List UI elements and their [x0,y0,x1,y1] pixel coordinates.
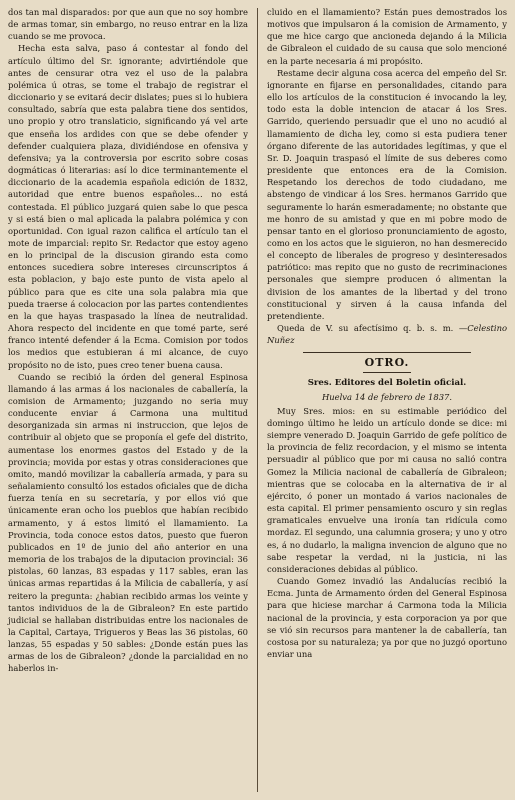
dash-rule: — [458,323,468,334]
closing-line [267,322,507,346]
column-divider [257,8,258,792]
signature: Celestino Nuñez [267,323,508,346]
paragraph: Cuando se recibió la órden del general Espinosa llamando á las armas á los nacionales de caballería, la comision de Armamento; juzgando no seria muy conducente enviar á Carmona una multitud desorganizada sin armas ni instruccion, que lejos de contribuir al objeto que se proponía el gefe del distrito, aumentase los enormes gastos del Estado y de la provincia; movida por estas y otras consideraciones que omito, mandó movilizar la caballería armada, y para su señalamiento consultó los estados oficiales que de dicha fuerza tenía en su secretaría, y por ellos vió que únicamente eran ocho los pueblos que habían recibido armamento, y á estos limitó el llamamiento. La Provincia, toda conoce estos datos, puesto que fueron publicados en 1º de junio del año anterior en una memoria de los trabajos de la diputacion provincial: 36 pistolas, 60 lanzas, 83 espadas y 117 sables, eran las únicas armas repartidas á la Milicia de caballería, y así reitero la pregunta: ¿habian recibido armas los veinte y tantos individuos de la de Gibraleon? En este partido judicial se hallaban distribuidas entre los nacionales de la Capital, Cartaya, Trigueros y Beas las 36 pistolas, 60 lanzas, 55 espadas y 50 sables: ¿Donde están pues las armas de los de Gibraleon? ¿donde la parcialidad en no haberlos in- [8,371,249,674]
salutation: Sres. Editores del Boletin oficial. [307,377,467,388]
section-rule [363,372,411,373]
right-column [267,6,507,794]
paragraph: Cuando Gomez invadió las Andalucías recibió la Ecma. Junta de Armamento órden del General Espinosa para que hiciese marchar á Carmona toda la Milicia nacional de la provincia, y esta corporacion ya por que se vió sin recursos para mantener la de caballería, tan costosa por su naturaleza; ya por que no juzgó oportuno enviar una [267,576,508,659]
closing-text: Queda de V. su afectísimo q. b. s. m. [277,323,454,334]
paragraph: Muy Sres. mios: en su estimable periódico del domingo último he leido un artículo donde se dice: mi siempre venerado D. Joaquin Garrido de gefe político de la provincia de feliz recordacion, y el mismo se intenta persuadir al público que por mi causa no salió contra Gomez la Milicia nacional de caballería de Gibraleon; mientras que se colocaba en la alternativa de ir al ejército, ó poner un montado á varios nacionales de esta capital. El primer pensamiento oscuro y sin reglas gramaticales envuelve una ironía tan ridícula como mordaz. El segundo, una calumnia grosera; y uno y otro es, á no dudarlo, la maligna invencion de alguno que no sabe respetar la verdad, ni la justicia, ni las consideraciones debidas al público. [267,405,508,574]
left-column [8,6,248,794]
section-rule [303,352,471,353]
paragraph: dos tan mal disparados: por que aun que no soy hombre de armas tomar, sin embargo, no reuso entrar en la liza cuando se me provoca. [8,7,249,42]
paragraph: Hecha esta salva, paso á contestar al fondo del artículo último del Sr. ignorante; advirtiéndole que antes de censurar otra vez el uso de la palabra polémica ú otras, se tome el trabajo de registrar el diccionario y se evitará decir dislates; pues si lo hubiera consultado, sabría que esta palabra tiene dos sentidos, uno propio y otro translaticio, significando yá vel arte que enseña los ardides con que se debe ofender y defender cualquiera plaza, dividiéndose en ofensiva y defensiva; ya la controversia por escrito sobre cosas dogmáticas ó literarias: así lo dice terminantemente el diccionario de la academia española edición de 1832, autoridad que entre buenos españoles... no está contestada. El público juzgará quien sabe lo que pesca y si está bien o mal aplicada la palabra polémica y con oportunidad. Con igual razon califica el artículo tan el mote de imparcial: repito Sr. Redactor que estoy ageno en lo principal de la discusion girando esta como entonces sucediera sobre intereses circunscriptos á esta poblacion, y bajo este punto de vista apelo al público para que es cite una sola palabra mia que pueda traerse á colocacion por las partes contendientes en la que hayas traspasado la línea de neutralidad. Ahora respecto del incidente en que tomé parte, seré franco intenté defender á la Ecma. Comision por todos los medios que estubieran á mi alcance, de cuyo propósito no de isto, pues creo tener buena causa. [8,43,249,370]
paragraph: Restame decir alguna cosa acerca del empeño del Sr. ignorante en fijarse en personalidades, citando para ello los artículos de la constitucion é invocando la ley, todo esta la doble intencion de atacar á los Sres. Garrido, queriendo persuadir que el uno no acudió al llamamiento de dicha ley, como si esta pudiera tener órgano diferente de las autoridades legítimas, y que el Sr. D. Joaquin traspasó el límite de sus deberes como presidente que entonces era de la Comision. Respetando los derechos de todo ciudadano, me abstengo de vindicar á los Sres. hermanos Garrido que seguramente lo harán esmeradamente; no obstante que me honro de su amistad y que en mi pobre modo de pensar tanto en el glorioso pronunciamiento de agosto, como en los actos que le siguieron, no han desmerecido el concepto de liberales de progreso y desinteresados patriótico: mas repito que no gusto de recriminaciones personales que siempre producen ó alimentan la division de los amantes de la libertad y del trono constitucional y sirven á la causa infanda del pretendiente. [267,67,508,321]
section-title: OTRO. [364,356,410,370]
paragraph: cluido en el llamamiento? Están pues demostrados los motivos que impulsaron á la comision de Armamento, y que me hice cargo que ancioneda dejando á la Milicia de Gibraleon el cuidado de su causa que solo mencioné en la parte necesaria á mi propósito. [267,7,508,66]
date-line: Huelva 14 de febrero de 1837. [321,391,453,402]
